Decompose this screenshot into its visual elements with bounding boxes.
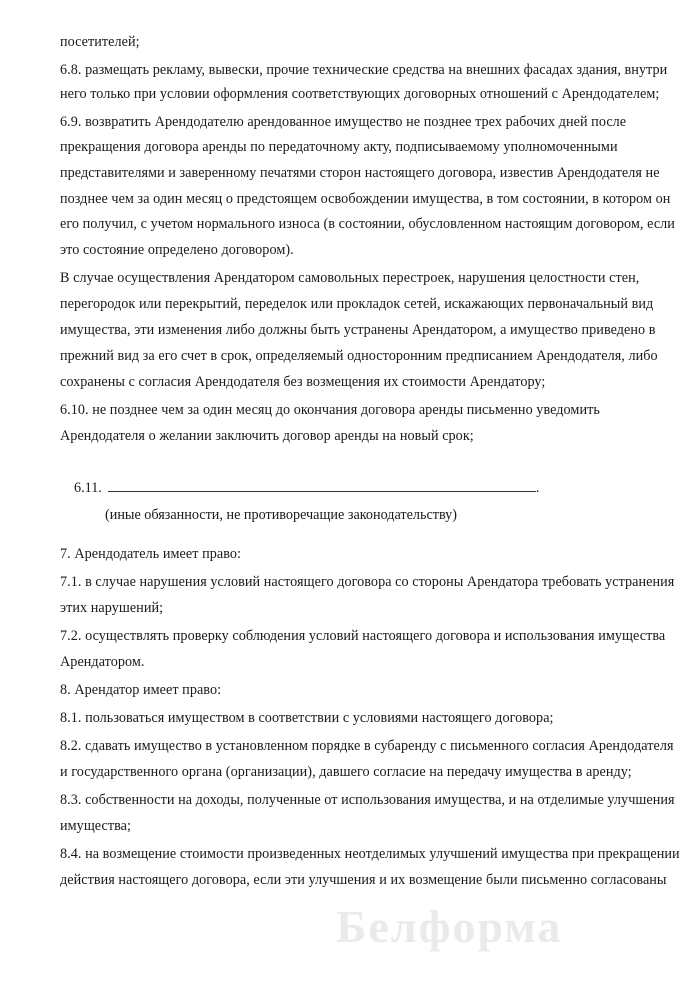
blank-item-end: . (535, 480, 540, 496)
text-line: 7.2. осуществлять проверку соблюдения условий настоящего договора и использования имущества (60, 628, 666, 644)
blank-item (74, 479, 539, 497)
text-line: 8.4. на возмещение стоимости произведенных неотделимых улучшений имущества при прекращении (60, 846, 680, 862)
watermark-logo: Белформа (336, 901, 563, 952)
text-line: прекращения договора аренды по передаточному акту, подписываемому уполномоченными (60, 139, 618, 155)
blank-item-number: 6.11. (74, 480, 102, 496)
text-line: имущества; (60, 818, 131, 834)
text-line: позднее чем за один месяц о предстоящем освобождении имущества, в том состоянии, в котором он (60, 191, 671, 207)
text-line: сохранены с согласия Арендодателя без возмещения их стоимости Арендатору; (60, 374, 546, 390)
text-line: перегородок или перекрытий, переделок или прокладок сетей, искажающих первоначальный вид (60, 296, 654, 312)
text-line: 8.2. сдавать имущество в установленном порядке в субаренду с письменного согласия Арендодателя (60, 738, 674, 754)
text-line: 7. Арендодатель имеет право: (60, 546, 241, 562)
fill-in-line[interactable] (108, 479, 536, 492)
text-line: этих нарушений; (60, 600, 164, 616)
text-line: 6.8. размещать рекламу, вывески, прочие технические средства на внешних фасадах здания, внутри (60, 62, 668, 78)
text-line: имущества, эти изменения либо должны быть устранены Арендатором, а имущество приведено в (60, 322, 656, 338)
text-line: Арендодателя о желании заключить договор аренды на новый срок; (60, 428, 474, 444)
text-line: посетителей; (60, 34, 140, 50)
text-line: него только при условии оформления соответствующих договорных отношений с Арендодателем; (60, 86, 660, 102)
text-line: Арендатором. (60, 654, 145, 670)
text-line: 8.1. пользоваться имуществом в соответствии с условиями настоящего договора; (60, 710, 554, 726)
text-line: 6.9. возвратить Арендодателю арендованное имущество не позднее трех рабочих дней после (60, 114, 627, 130)
text-line: и государственного органа (организации), давшего согласие на передачу имущества в аренду; (60, 764, 632, 780)
text-line: прежний вид за его счет в срок, определяемый односторонним предписанием Арендодателя, либо (60, 348, 658, 364)
text-line: 6.10. не позднее чем за один месяц до окончания договора аренды письменно уведомить (60, 402, 600, 418)
text-line: 7.1. в случае нарушения условий настоящего договора со стороны Арендатора требовать устранения (60, 574, 675, 590)
text-line: представителями и заверенному печатями сторон настоящего договора, известив Арендодателя не (60, 165, 660, 181)
text-line: это состояние определено договором). (60, 242, 294, 258)
text-line: действия настоящего договора, если эти улучшения и их возмещение были письменно согласованы (60, 872, 667, 888)
text-line: 8. Арендатор имеет право: (60, 682, 222, 698)
text-line: В случае осуществления Арендатором самовольных перестроек, нарушения целостности стен, (60, 270, 640, 286)
text-line: 8.3. собственности на доходы, полученные от использования имущества, и на отделимые улучшения (60, 792, 675, 808)
blank-item-hint: (иные обязанности, не противоречащие законодательству) (105, 507, 458, 523)
text-line: его получил, с учетом нормального износа (в состоянии, обусловленном настоящим договором, если (60, 216, 675, 232)
